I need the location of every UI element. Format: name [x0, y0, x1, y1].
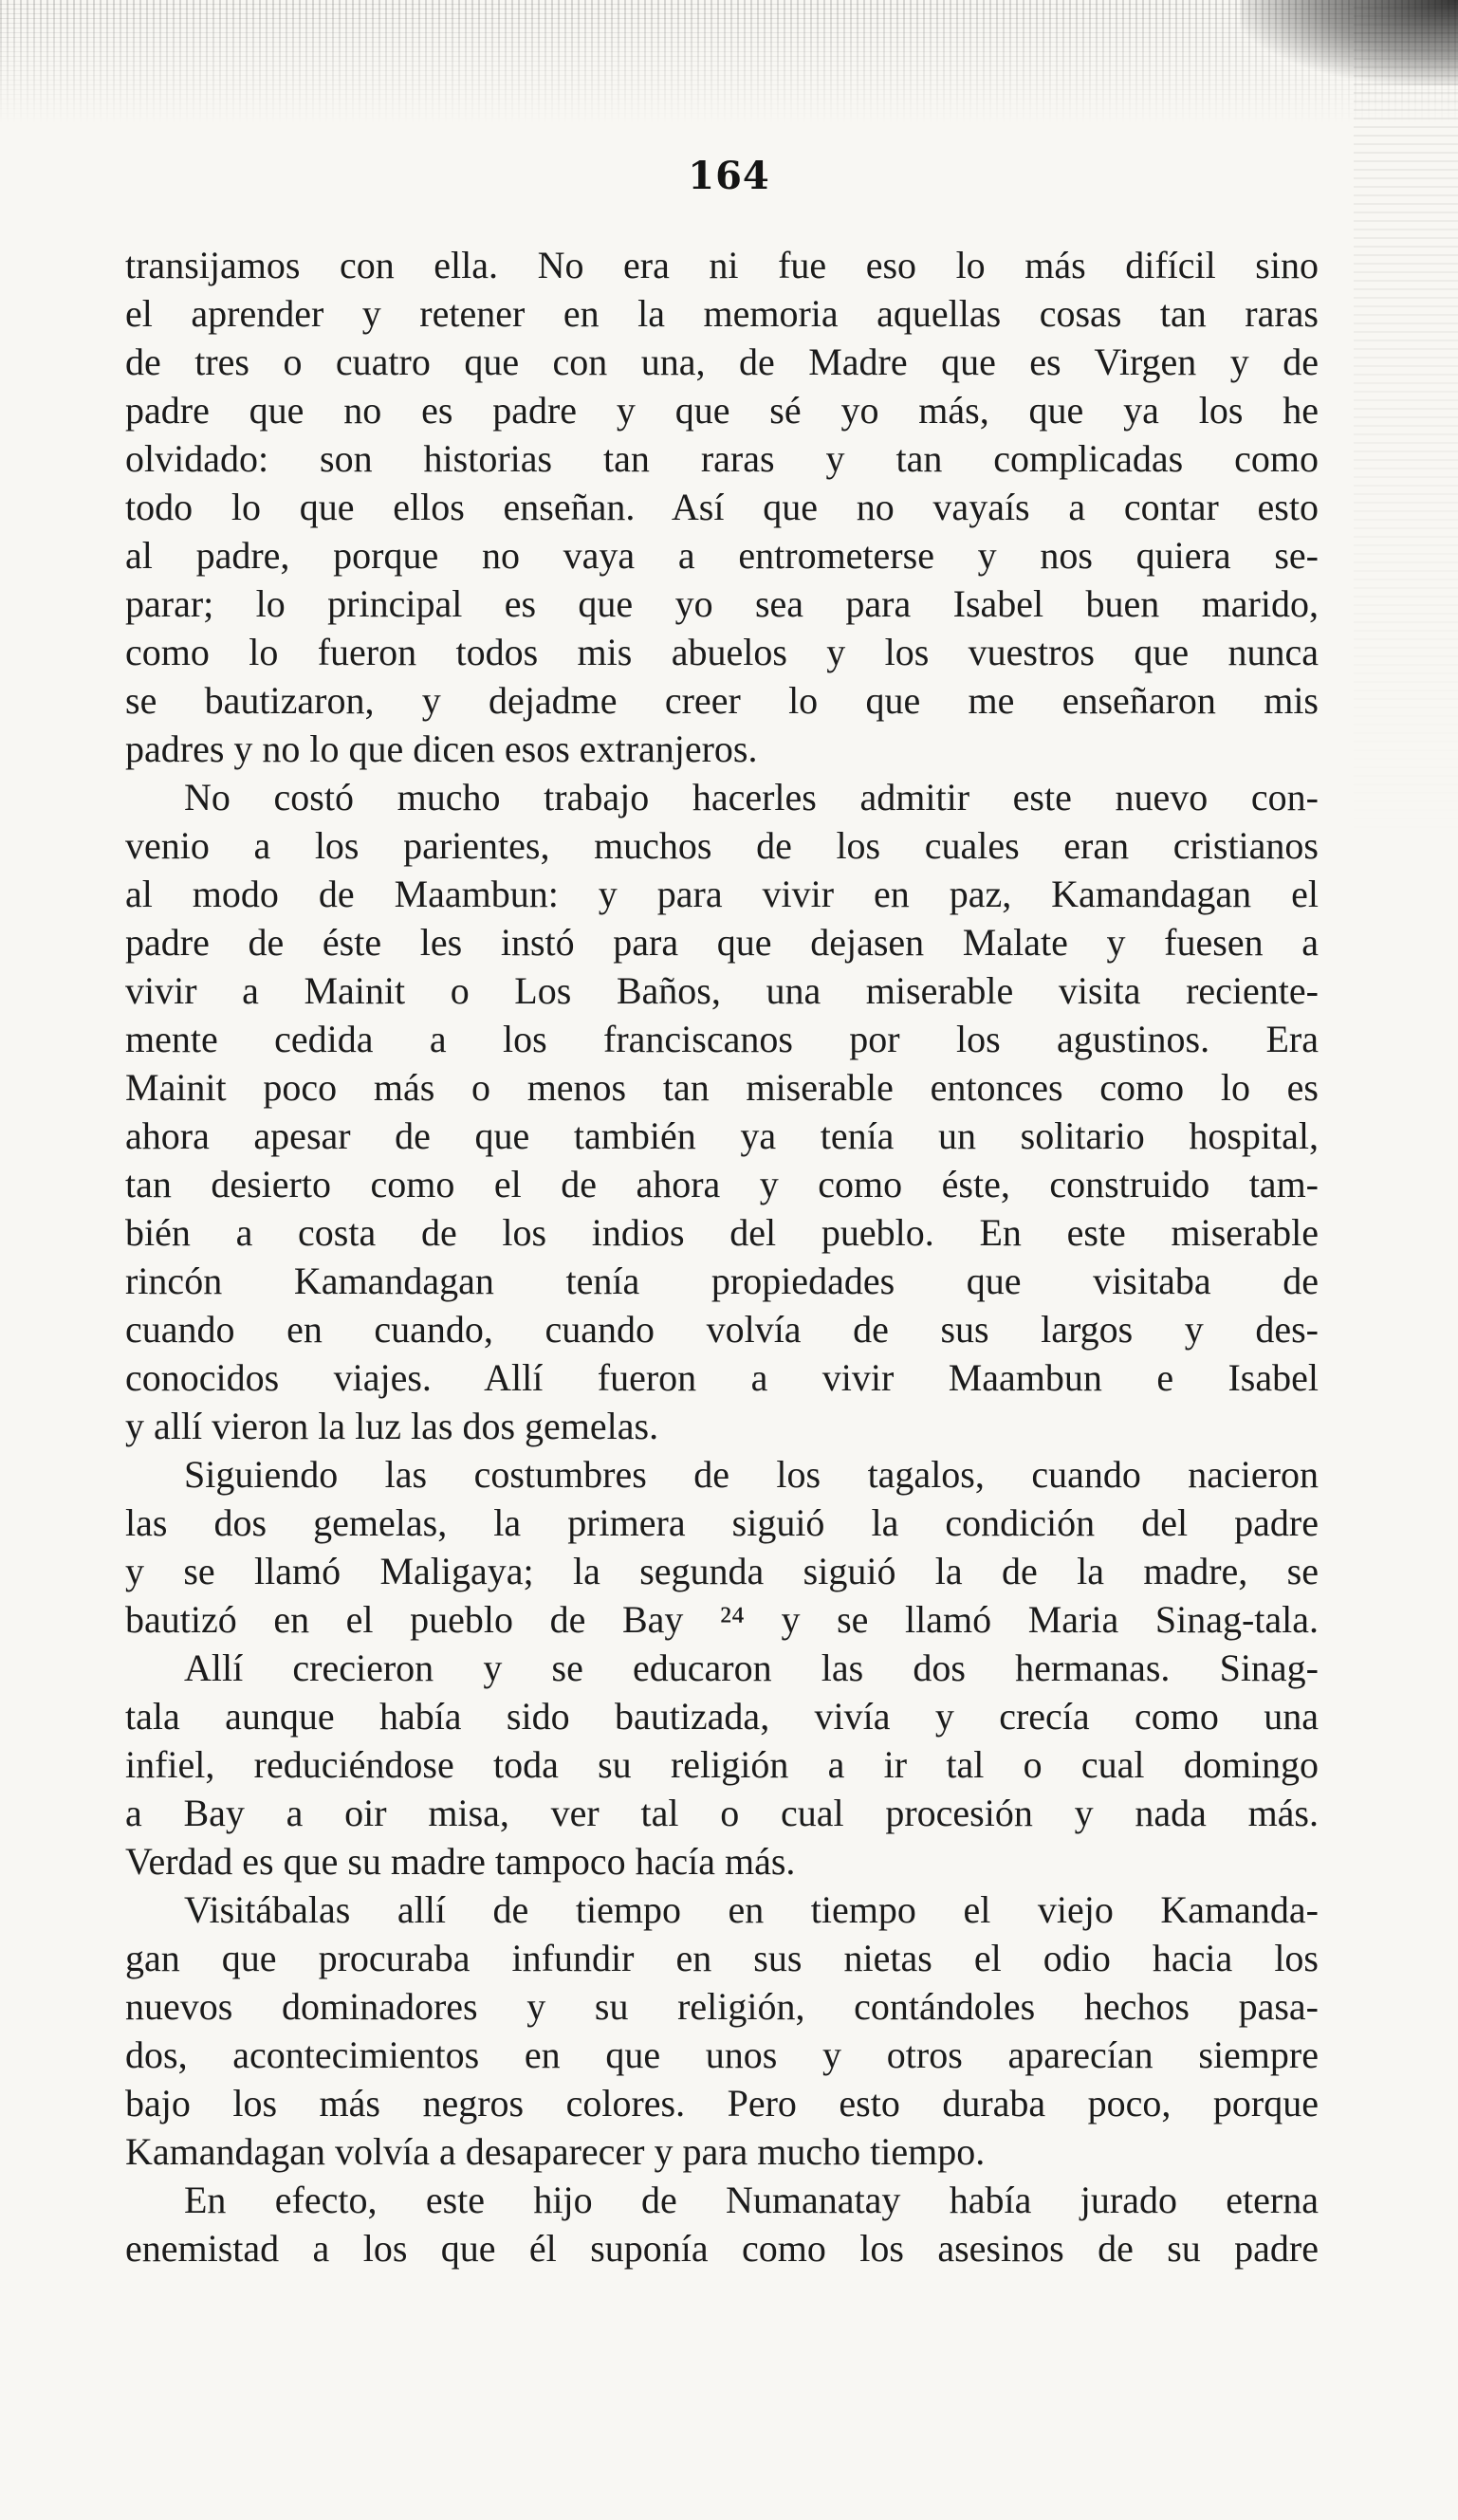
text-line: transijamos con ella. No era ni fue eso lo más difícil sino	[125, 244, 1319, 286]
text-line: Verdad es que su madre tampoco hacía más.	[125, 1840, 796, 1883]
text-line: vivir a Mainit o Los Baños, una miserable visita reciente-	[125, 969, 1319, 1012]
paragraph-start-line: Allí crecieron y se educaron las dos hermanas. Sinag-	[184, 1646, 1319, 1689]
page-number: 164	[688, 154, 770, 198]
text-line: ahora apesar de que también ya tenía un solitario hospital,	[125, 1114, 1319, 1157]
text-line: tala aunque había sido bautizada, vivía y crecía como una	[125, 1695, 1319, 1738]
text-line: al modo de Maambun: y para vivir en paz, Kamandagan el	[125, 873, 1319, 915]
text-line: padres y no lo que dicen esos extranjeros.	[125, 727, 758, 770]
text-line: y se llamó Maligaya; la segunda siguió la de la madre, se	[125, 1550, 1319, 1592]
text-line: Mainit poco más o menos tan miserable entonces como lo es	[125, 1066, 1319, 1109]
paragraph-start-line: Visitábalas allí de tiempo en tiempo el viejo Kamanda-	[184, 1888, 1319, 1931]
text-line: nuevos dominadores y su religión, contándoles hechos pasa-	[125, 1985, 1319, 2028]
paragraph-start-line: Siguiendo las costumbres de los tagalos, cuando nacieron	[184, 1453, 1319, 1496]
paragraph-start-line: En efecto, este hijo de Numanatay había jurado eterna	[184, 2179, 1319, 2221]
text-line: cuando en cuando, cuando volvía de sus largos y des-	[125, 1308, 1319, 1351]
body-text	[125, 241, 1319, 2272]
text-line: rincón Kamandagan tenía propiedades que visitaba de	[125, 1260, 1319, 1302]
text-line: tan desierto como el de ahora y como éste, construido tam-	[125, 1163, 1319, 1205]
text-line: venio a los parientes, muchos de los cuales eran cristianos	[125, 824, 1319, 867]
text-line: bajo los más negros colores. Pero esto duraba poco, porque	[125, 2082, 1319, 2125]
scan-dark-corner	[1240, 0, 1458, 85]
text-line: infiel, reduciéndose toda su religión a ir tal o cual domingo	[125, 1743, 1319, 1786]
text-line: conocidos viajes. Allí fueron a vivir Maambun e Isabel	[125, 1356, 1319, 1399]
text-line: parar; lo principal es que yo sea para Isabel buen marido,	[125, 582, 1319, 625]
text-line: mente cedida a los franciscanos por los agustinos. Era	[125, 1018, 1319, 1060]
text-line: dos, acontecimientos en que unos y otros aparecían siempre	[125, 2033, 1319, 2076]
text-line: olvidado: son historias tan raras y tan complicadas como	[125, 437, 1319, 480]
scan-noise-right	[1354, 0, 1458, 854]
text-line: y allí vieron la luz las dos gemelas.	[125, 1405, 659, 1447]
text-line: el aprender y retener en la memoria aquellas cosas tan raras	[125, 292, 1319, 335]
text-line: como lo fueron todos mis abuelos y los vuestros que nunca	[125, 631, 1319, 673]
text-line: bién a costa de los indios del pueblo. En este miserable	[125, 1211, 1319, 1254]
text-line: se bautizaron, y dejadme creer lo que me enseñaron mis	[125, 679, 1319, 722]
text-line: gan que procuraba infundir en sus nietas el odio hacia los	[125, 1937, 1319, 1979]
text-line: bautizó en el pueblo de Bay ²⁴ y se llamó Maria Sinag-tala.	[125, 1598, 1319, 1641]
text-line: las dos gemelas, la primera siguió la condición del padre	[125, 1501, 1319, 1544]
paragraph-start-line: No costó mucho trabajo hacerles admitir este nuevo con-	[184, 776, 1319, 819]
text-line: padre que no es padre y que sé yo más, que ya los he	[125, 389, 1319, 432]
text-line: al padre, porque no vaya a entrometerse y nos quiera se-	[125, 534, 1319, 577]
text-line: enemistad a los que él suponía como los asesinos de su padre	[125, 2227, 1319, 2270]
text-line: a Bay a oir misa, ver tal o cual procesión y nada más.	[125, 1792, 1319, 1834]
text-line: padre de éste les instó para que dejasen Malate y fuesen a	[125, 921, 1319, 964]
text-line: Kamandagan volvía a desaparecer y para mucho tiempo.	[125, 2130, 986, 2173]
text-line: de tres o cuatro que con una, de Madre que es Virgen y de	[125, 340, 1319, 383]
text-line: todo lo que ellos enseñan. Así que no vayaís a contar esto	[125, 486, 1319, 528]
